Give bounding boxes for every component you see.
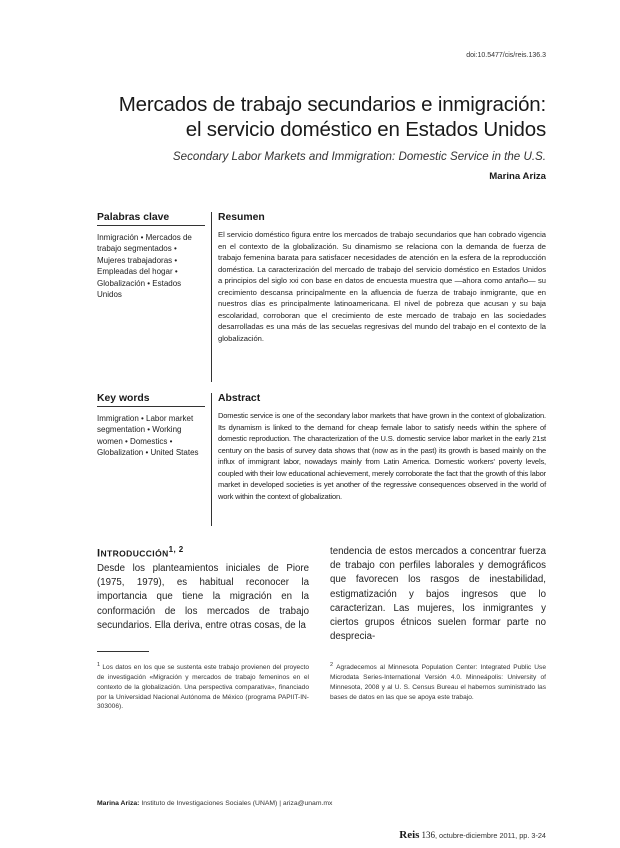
keywords-en-heading: Key words bbox=[97, 393, 205, 407]
keywords-en-text: Immigration • Labor market segmentation • Working women • Domestics • Globalization • United States bbox=[97, 414, 199, 458]
intro-heading bbox=[97, 545, 184, 560]
abstract-es-heading: Resumen bbox=[218, 212, 265, 223]
keywords-es bbox=[97, 212, 205, 300]
article-subtitle: Secondary Labor Markets and Immigration: Domestic Service in the U.S. bbox=[172, 150, 546, 163]
intro-heading-initial: I bbox=[97, 547, 101, 560]
footnote-2 bbox=[330, 661, 546, 702]
intro-heading-rest: NTRODUCCIÓN bbox=[100, 548, 169, 559]
journal-number: 136 bbox=[421, 830, 435, 840]
journal-issue: , octubre-diciembre 2011, pp. 3-24 bbox=[434, 831, 546, 840]
intro-column-1: Desde los planteamientos iniciales de Piore (1975, 1979), es habitual reconocer la importancia que tiene la migración en la conformación de los mercados de trabajo secundarios. Ella deriva, entre otras cosas, de la bbox=[97, 563, 309, 631]
abstract-es-text: El servicio doméstico figura entre los mercados de trabajo secundarios que han cobrado vigencia en el contexto de la globalización. Su dinamismo se relaciona con la demanda de fuerza de trabajo femenina barata para satisfacer necesidades de atención en la esfera de la reproducción doméstica. La caracterización del mercado de trabajo del servicio doméstico en Estados Unidos a principios del siglo xxi con base en datos de encuesta muestra que —ahora como antaño— su crecimiento descansa principalmente en la afluencia de fuerza de trabajo inmigrante, que en nuestros días es principalmente latinoamericana. El nivel de pobreza que acusan y su baja escolaridad, corroboran que el crecimiento de este mercado de trabajo en las sociedades desarrolladas es una más de las secuelas regresivas del mundo del trabajo en el contexto de la globalización. bbox=[218, 230, 546, 343]
footnote-2-text: Agradecemos al Minnesota Population Center: Integrated Public Use Microdata Series-International Versión 4.0. Minneápolis: University of Minnesota, 2008 y al U. S. Census Bureau el habernos suministrado las bases de datos en las que se apoya este trabajo. bbox=[330, 664, 546, 701]
abstract-en bbox=[218, 393, 546, 502]
doi-label: doi:10.5477/cis/reis.136.3 bbox=[466, 52, 546, 59]
title-line-2: el servicio doméstico en Estados Unidos bbox=[185, 118, 546, 141]
title-line-1: Mercados de trabajo secundarios e inmigración: bbox=[118, 93, 546, 116]
abstract-es bbox=[218, 212, 546, 344]
footnote-1-mark: 1 bbox=[97, 662, 101, 668]
keywords-es-text: Inmigración • Mercados de trabajo segmentados • Mujeres trabajadoras • Empleadas del hogar • Globalización • Estados Unidos bbox=[97, 233, 192, 300]
affiliation-name: Marina Ariza: bbox=[97, 800, 140, 807]
affiliation-text: Instituto de Investigaciones Sociales (UNAM) | ariza@unam.mx bbox=[141, 800, 333, 807]
intro-column-2: tendencia de estos mercados a concentrar fuerza de trabajo con perfiles laborales y demográficos que favorecen los rasgos de inestabilidad, estigmatización y bajos ingresos que lo caracterizan. Las mujeres, los inmigrantes y ciertos grupos étnicos suelen formar parte no desprecia- bbox=[330, 546, 546, 643]
author-name: Marina Ariza bbox=[489, 171, 546, 182]
abstract-en-heading: Abstract bbox=[218, 393, 261, 404]
journal-name: Reis bbox=[399, 829, 420, 841]
footnote-rule bbox=[97, 651, 149, 652]
column-divider-es bbox=[211, 212, 212, 382]
article-title bbox=[60, 92, 546, 142]
footnote-2-mark: 2 bbox=[330, 662, 334, 668]
footnote-1 bbox=[97, 661, 309, 712]
journal-footer bbox=[399, 829, 546, 841]
intro-heading-notes: 1, 2 bbox=[168, 545, 184, 554]
author-affiliation bbox=[97, 800, 547, 807]
keywords-es-heading: Palabras clave bbox=[97, 212, 205, 226]
footnote-1-text: Los datos en los que se sustenta este trabajo provienen del proyecto de investigación «Migración y mercados de trabajo femeninos en el contexto de la globalización. Una perspectiva comparativa», financiado por la Universidad Nacional Autónoma de México (programa PAPIIT-IN-303006). bbox=[97, 664, 309, 711]
keywords-en bbox=[97, 393, 205, 459]
column-divider-en bbox=[211, 393, 212, 526]
abstract-en-text: Domestic service is one of the secondary labor markets that have grown in the context of globalization. Its dynamism is linked to the demand for cheap female labor to satisfy needs within the sphere of domestic reproduction. The characterization of the U.S. domestic service labor market in the early 21st century on the basis of survey data shows that (now as in the past) its growth is based mainly on the influx of immigrant labor, nowadays mainly from Latin America. Domestic workers' poverty levels, coupled with their low educational achievement, merely corroborate the fact that the growth of this labor market in developed societies is yet another of the regressive consequences observed in the world of work within the context of globalization. bbox=[218, 411, 546, 501]
